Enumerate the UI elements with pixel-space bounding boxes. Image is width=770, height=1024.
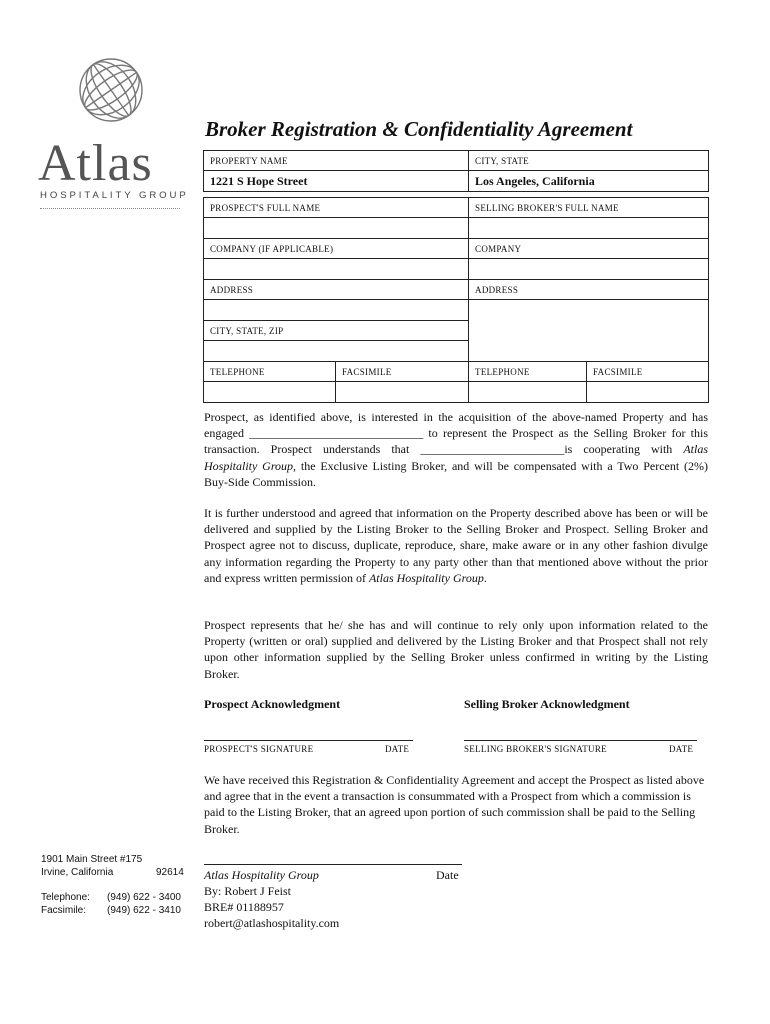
footer-city: Irvine, California — [41, 867, 114, 878]
selling-broker-name-label: SELLING BROKER'S FULL NAME — [469, 198, 709, 218]
prospect-company-field[interactable] — [204, 259, 469, 280]
prospect-address-label: ADDRESS — [204, 280, 469, 300]
signer-date-label: Date — [436, 868, 459, 882]
prospect-name-field[interactable] — [204, 218, 469, 239]
broker-telephone-label: TELEPHONE — [469, 362, 587, 382]
listing-broker-signature-line[interactable] — [204, 864, 462, 865]
property-name-label: PROPERTY NAME — [204, 151, 469, 171]
prospect-ack-heading: Prospect Acknowledgment — [204, 697, 341, 711]
footer-street: 1901 Main Street #175 — [41, 854, 143, 865]
broker-ack-heading: Selling Broker Acknowledgment — [464, 697, 630, 711]
paragraph-engagement: Prospect, as identified above, is interested in the acquisition of the above-named Property and has engaged _____________________________ to represent the Prospect as the Selling Broker for this transaction. Prospect understands that ________________________is cooperating with Atlas Hospitality Group, the Exclusive Listing Broker, and will be compensated with a Two Percent (2%) Buy-Side Commission. — [204, 410, 708, 489]
broker-signature-line[interactable] — [464, 740, 697, 741]
property-name-field[interactable]: 1221 S Hope Street — [204, 171, 469, 192]
broker-facsimile-field[interactable] — [587, 382, 709, 403]
logo-subtitle: HOSPITALITY GROUP — [40, 190, 189, 201]
broker-signature-label: SELLING BROKER'S SIGNATURE — [464, 744, 607, 754]
broker-address-field[interactable] — [469, 300, 709, 362]
broker-facsimile-label: FACSIMILE — [587, 362, 709, 382]
prospect-telephone-label: TELEPHONE — [204, 362, 336, 382]
signer-license: BRE# 01188957 — [204, 900, 284, 914]
broker-telephone-field[interactable] — [469, 382, 587, 403]
broker-address-label: ADDRESS — [469, 280, 709, 300]
globe-logo-icon — [78, 57, 144, 123]
page-title: Broker Registration & Confidentiality Agreement — [205, 117, 633, 141]
prospect-facsimile-field[interactable] — [336, 382, 469, 403]
prospect-name-label: PROSPECT'S FULL NAME — [204, 198, 469, 218]
selling-broker-name-field[interactable] — [469, 218, 709, 239]
prospect-facsimile-label: FACSIMILE — [336, 362, 469, 382]
prospect-date-label: DATE — [385, 744, 410, 754]
broker-company-label: COMPANY — [469, 239, 709, 259]
footer-facsimile-label: Facsimile: — [41, 905, 87, 916]
signer-name: By: Robert J Feist — [204, 884, 292, 898]
city-state-zip-label: CITY, STATE, ZIP — [204, 321, 469, 341]
footer-telephone: (949) 622 - 3400 — [107, 892, 181, 903]
prospect-telephone-field[interactable] — [204, 382, 336, 403]
signer-company: Atlas Hospitality Group — [204, 868, 319, 882]
paragraph-acceptance: We have received this Registration & Confidentiality Agreement and accept the Prospect as listed above and agree that in the event a transaction is consummated with a Prospect from which a commission is paid to the Listing Broker, that an agreed upon portion of such commission shall be paid to the Selling Broker. — [204, 773, 705, 836]
footer-facsimile: (949) 622 - 3410 — [107, 905, 181, 916]
city-state-zip-field[interactable] — [204, 341, 469, 362]
registration-form — [203, 150, 709, 403]
signer-email[interactable]: robert@atlashospitality.com — [204, 916, 340, 930]
city-state-label: CITY, STATE — [469, 151, 709, 171]
prospect-address-field[interactable] — [204, 300, 469, 321]
prospect-signature-label: PROSPECT'S SIGNATURE — [204, 744, 314, 754]
company-name-emphasis: Atlas Hospitality Group — [368, 570, 484, 585]
company-name-emphasis: Atlas Hospitality Group — [204, 442, 708, 473]
logo-divider — [40, 208, 180, 209]
broker-date-label: DATE — [669, 744, 694, 754]
logo-wordmark: Atlas — [38, 135, 153, 192]
paragraph-reliance: Prospect represents that he/ she has and will continue to rely only upon information related to the Property (written or oral) supplied and delivered by the Listing Broker and that Prospect shall not rely upon other information supplied by the Selling Broker unless confirmed in writing by the Listing Broker. — [204, 618, 708, 681]
paragraph-confidentiality: It is further understood and agreed that information on the Property described above has been or will be delivered and supplied by the Listing Broker to the Selling Broker and Prospect. Selling Broker and Prospect agree not to discuss, duplicate, reproduce, share, make aware or in any other fashion divulge any information regarding the Property to any party other than that mentioned above without the prior and express written permission of Atlas Hospitality Group. — [204, 506, 708, 585]
broker-company-field[interactable] — [469, 259, 709, 280]
city-state-field[interactable]: Los Angeles, California — [469, 171, 709, 192]
footer-zip: 92614 — [156, 867, 184, 878]
prospect-company-label: COMPANY (IF APPLICABLE) — [204, 239, 469, 259]
footer-telephone-label: Telephone: — [41, 892, 90, 903]
prospect-signature-line[interactable] — [204, 740, 413, 741]
